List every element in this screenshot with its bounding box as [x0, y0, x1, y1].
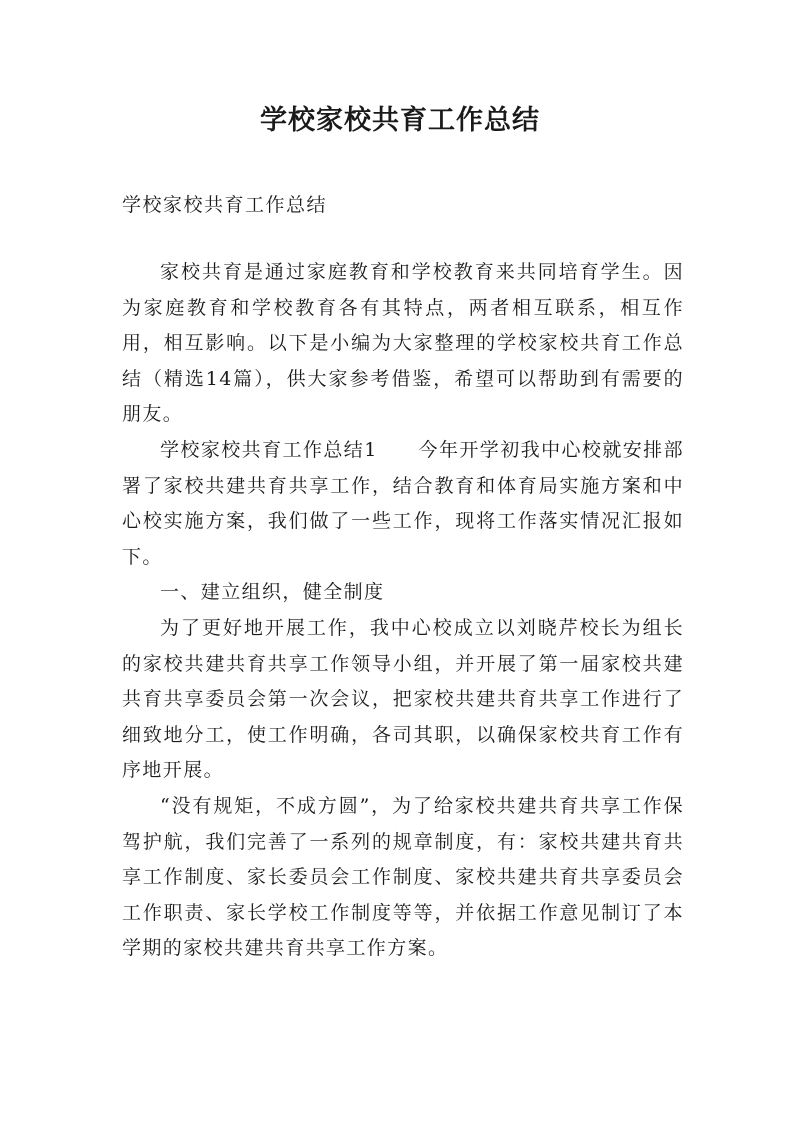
- paragraph-rules: “没有规矩，不成方圆”，为了给家校共建共育共享工作保驾护航，我们完善了一系列的规章制度，有：家校共建共育共享工作制度、家长委员会工作制度、家校共建共育共享委员会工作职责、家长学校工作制度等等，并依据工作意见制订了本学期的家校共建共育共享工作方案。: [122, 794, 684, 960]
- section-heading-1: 一、建立组织，健全制度: [160, 581, 385, 604]
- paragraph-organization: 为了更好地开展工作，我中心校成立以刘晓芹校长为组长的家校共建共育共享工作领导小组，并开展了第一届家校共建共育共享委员会第一次会议，把家校共建共育共享工作进行了细致地分工，使工作明确，各司其职，以确保家校共育工作有序地开展。: [122, 616, 684, 782]
- paragraph-intro: 家校共育是通过家庭教育和学校教育来共同培育学生。因为家庭教育和学校教育各有其特点，两者相互联系，相互作用，相互影响。以下是小编为大家整理的学校家校共育工作总结（精选14篇），供大家参考借鉴，希望可以帮助到有需要的朋友。: [122, 261, 684, 426]
- document-subtitle: 学校家校共育工作总结: [122, 194, 328, 216]
- paragraph-summary-1: 学校家校共育工作总结1 今年开学初我中心校就安排部署了家校共建共育共享工作，结合教育和体育局实施方案和中心校实施方案，我们做了一些工作，现将工作落实情况汇报如下。: [122, 438, 684, 568]
- document-body: [122, 255, 684, 967]
- document-title: 学校家校共育工作总结: [260, 105, 540, 136]
